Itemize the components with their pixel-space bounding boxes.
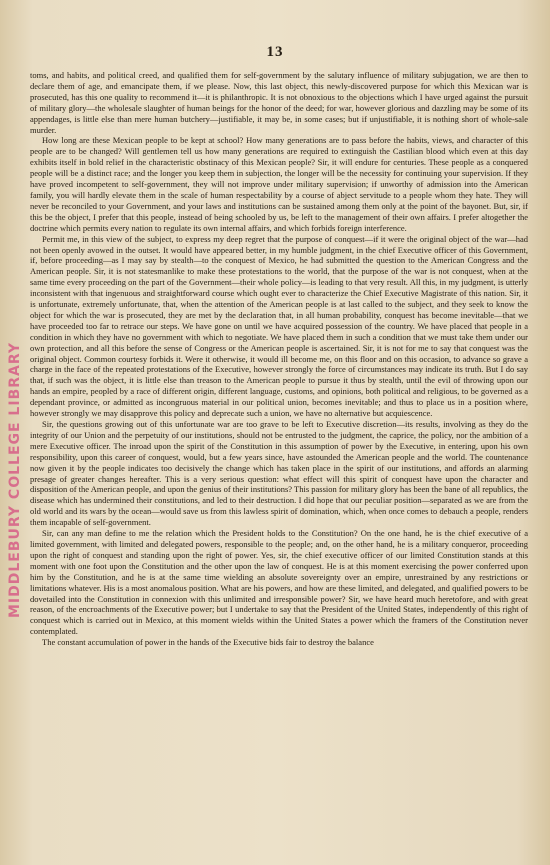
library-stamp: [4, 330, 26, 630]
paragraph: Sir, can any man define to me the relation which the President holds to the Constitution? On the one hand, he is the chief executive of a limited government, with limited and delegated powers, responsible to the people; and, on the other hand, he is a military conqueror, proceeding upon the right of conquest and standing upon the right of power. Yes, sir, the chief executive officer of our limited Constitution stands at this moment with one foot upon the Constitution and the other upon the law of conquest. He is at this moment exercising the power conferred upon him by the Constitution, and he is at the same time wielding an absolute sovereignty over an empire, unrestrained by any restrictions or limitations whatever. His is a most anomalous position. What are his powers, and how are these limited, and delegated, and qualified powers to be dovetailed into the Constitution in connexion with this unlimited and irresponsible power? Sir, we have heard much heretofore, and with great reason, of the encroachments of the Executive power; but I undertake to say that the President of the United States, independently of this right of conquest which is carried out in Mexico, at this moment wields within the United States a power which the framers of the Constitution never contemplated.: [30, 528, 528, 637]
paragraph: Permit me, in this view of the subject, to express my deep regret that the purpose of conquest—if it were the original object of the war—had not been openly avowed in the outset. It would have appeared better, in my humble judgment, in the chief Executive officer of this Government, if, before proceeding—as I may say by stealth—to the conquest of Mexico, he had submitted the question to the American Congress and the American people. Sir, it is not statesmanlike to make these protestations to the world, that the purpose of the war is not conquest, when at the same time every proceeding on the part of the Government—their whole policy—is leading to that very result. All this, in my judgment, is utterly inconsistent with that ingenuous and straightforward course which ought ever to characterize the Chief Executive Magistrate of this nation. Sir, it is unfortunate, extremely unfortunate, that, when the attention of the American people is at last called to the subject, and they seek to know the object for which the war is prosecuted, they are met by the declaration that, in all human probability, conquest has become inevitable—that we have proceeded too far to retrace our steps. We have gone on until we have acquired possession of the country. We have placed that people in a condition in which they have no government with which to negotiate. We have placed them in such a condition that we must take them under our own protection, and all this before the sense of Congress or the American people is ascertained. Sir, it is not for me to say that conquest was the original object. Common courtesy forbids it. Were it otherwise, it would ill become me, on this floor and on this occasion, to advance so grave a charge in the face of the repeated protestations of the Executive, however strongly the force of circumstances may indicate its truth. But I do say that, if such was the object, it is little else than treason to the American people to pursue it thus by stealth, until the evil of throwing upon our hands an empire, peopled by a race of different origin, different language, customs, and opinions, both political and religious, to be governed as a dependant province, or admitted as incongruous material in our political union, becomes inevitable; and thus to place us in a position where, however strongly we may disapprove this policy and deprecate such a union, we have no alternative but acquiescence.: [30, 233, 528, 419]
paragraph: Sir, the questions growing out of this unfortunate war are too grave to be left to Executive discretion—its results, involving as they do the integrity of our Union and the perpetuity of our institutions, should not be entrusted to the judgment, the caprice, the policy, nor the ambition of a mere Executive officer. The inroad upon the spirit of the Constitution in this assumption of power by the Executive, in entering, upon his own responsibility, upon this career of conquest, would, but a few years since, have astounded the American people and the world. The countenance now given it by the people indicates too decisively the change which has taken place in the spirit of our institutions, and affords an alarming presage of greater changes hereafter. This is a very serious question: what effect will this spirit of conquest have upon the character and disposition of the American people, and upon the genius of their institutions? This passion for military glory has been the bane of all republics, the disease which has undermined their constitutions, and led to their destruction. I did hope that our peculiar position—separated as we are from the old world and its wars by the ocean—would save us from this lawless spirit of domination, which, when once comes to debauch a people, renders them incapable of self-government.: [30, 419, 528, 528]
paragraph: How long are these Mexican people to be kept at school? How many generations are to pass before the habits, views, and character of this people are to be changed? Will gentlemen tell us how many generations are required to extinguish the Castilian blood which even at this day exhibits itself in bold relief in the characteristic obstinacy of this Mexican people? Sir, it will endure for centuries. These people as a conquered people will be a distinct race; and the longer you keep them in subjection, the longer will be the necessity for continuing your supervision. If they have proved incompetent to self-government, they will not improve under military supervision; if unworthy of admission into the American family, you will hardly elevate them in the scale of human respectability by a course of abject servitude to a people whom they hate. They will never be reconciled to your Government, and your laws and institutions can be sustained among them only at the point of the bayonet. But, sir, if this be the object, I prefer that this people, instead of being schooled by us, be left to the management of their own affairs. I prefer altogether the doctrine which permits every nation to regulate its own internal affairs, and which forbids foreign interference.: [30, 135, 528, 233]
paragraph: toms, and habits, and political creed, and qualified them for self-government by the salutary influence of military subjugation, we are then to declare them of age, and emancipate them, if we please. Now, this last object, this newly-discovered purpose for which this Mexican war is prosecuted, has this one quality to recommend it—it is philanthropic. It is not obnoxious to the objections which I have urged against the pursuit of military glory—the wholesale slaughter of human beings for the honor of the deed; for war, however glorious and dazzling may be some of its appendages, is little else than mere human butchery—justifiable, it may be, in some cases; but if unjustifiable, it is nothing short of whole-sale murder.: [30, 70, 528, 135]
body-text: [30, 70, 528, 854]
page-number: 13: [266, 44, 284, 60]
library-stamp-text: MIDDLEBURY COLLEGE LIBRARY: [7, 341, 24, 619]
paragraph: The constant accumulation of power in the hands of the Executive bids fair to destroy the balance: [42, 637, 374, 648]
